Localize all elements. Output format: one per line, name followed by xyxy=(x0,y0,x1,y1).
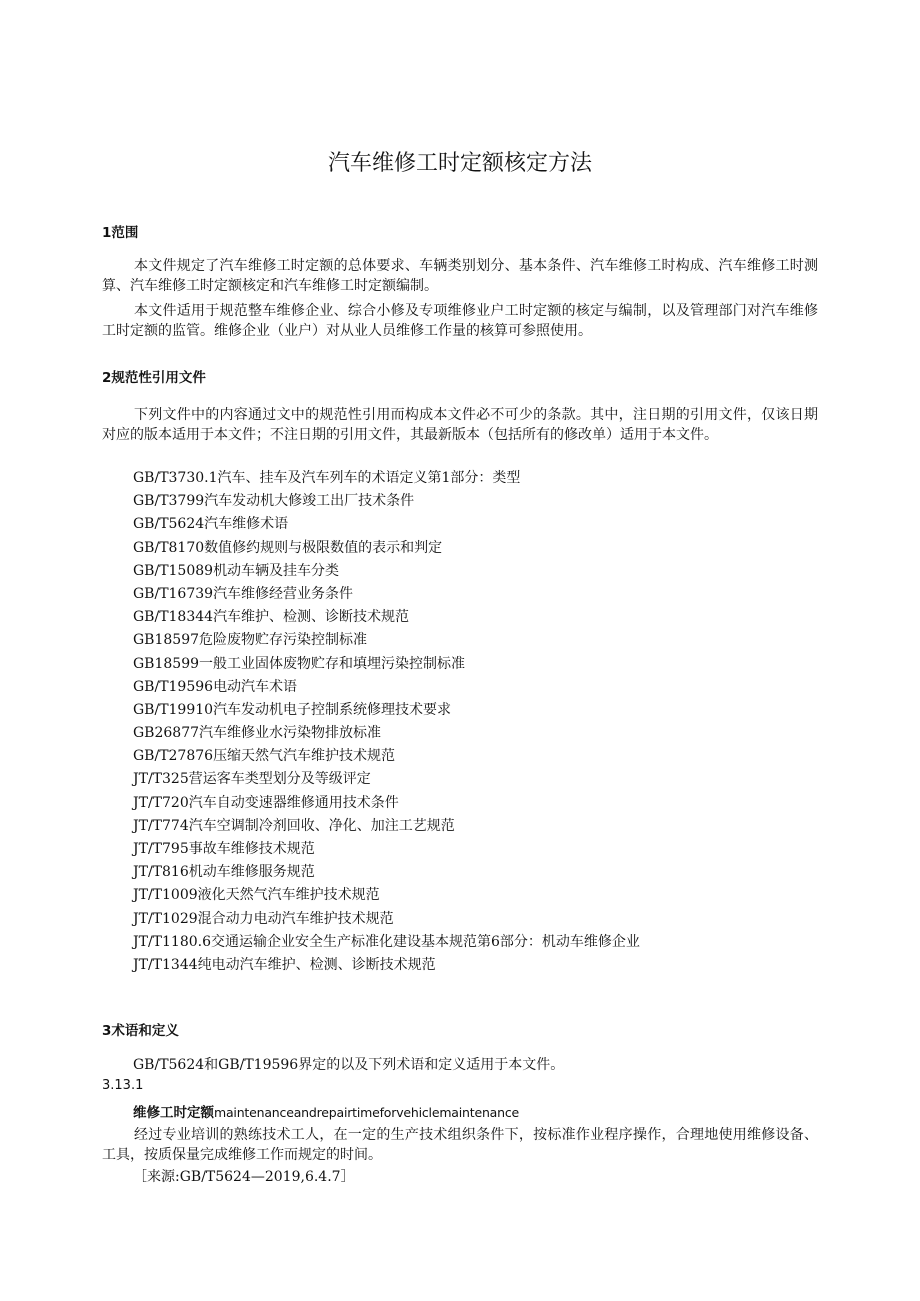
reference-item: GB/T3730.1汽车、挂车及汽车列车的术语定义第1部分：类型 xyxy=(133,470,521,486)
reference-item: GB/T18344汽车维护、检测、诊断技术规范 xyxy=(133,609,410,626)
reference-item: JT/T1029混合动力电动汽车维护技术规范 xyxy=(133,910,394,927)
reference-item: GB/T19910汽车发动机电子控制系统修理技术要求 xyxy=(133,701,452,718)
reference-item: GB/T5624汽车维修术语 xyxy=(133,516,289,533)
term-entry xyxy=(133,1101,519,1121)
reference-item: GB18597危险废物贮存污染控制标准 xyxy=(133,632,368,649)
reference-item: GB/T27876压缩天然气汽车维护技术规范 xyxy=(133,748,396,765)
section-3-intro: GB/T5624和GB/T19596界定的以及下列术语和定义适用于本文件。 xyxy=(133,1057,565,1073)
reference-item: JT/T1180.6交通运输企业安全生产标准化建设基本规范第6部分：机动车维修企业 xyxy=(133,933,640,950)
reference-item: JT/T1344纯电动汽车维护、检测、诊断技术规范 xyxy=(133,956,436,973)
reference-item: JT/T325营运客车类型划分及等级评定 xyxy=(133,771,371,788)
reference-item: GB/T19596电动汽车术语 xyxy=(133,678,298,695)
clause-number: 3.13.1 xyxy=(102,1078,144,1093)
reference-item: JT/T720汽车自动变速器维修通用技术条件 xyxy=(133,794,399,811)
normative-reference-list xyxy=(133,468,640,978)
reference-item: JT/T816机动车维修服务规范 xyxy=(133,864,315,881)
section-2-heading: 2规范性引用文件 xyxy=(102,370,206,386)
reference-item: GB/T15089机动车辆及挂车分类 xyxy=(133,562,340,579)
reference-item: JT/T795事故车维修技术规范 xyxy=(133,841,315,857)
reference-item: GB/T3799汽车发动机大修竣工出厂技术条件 xyxy=(133,493,415,510)
section-1-paragraph-2: 本文件适用于规范整车维修企业、综合小修及专项维修业户工时定额的核定与编制，以及管理部门对汽车维修工时定额的监管。维修企业（业户）对从业人员维修工作量的核算可参照使用。 xyxy=(102,303,818,339)
section-3-heading: 3术语和定义 xyxy=(102,1023,179,1039)
term-english: maintenanceandrepairtimeforvehiclemaintenance xyxy=(214,1105,520,1120)
term-definition: 经过专业培训的熟练技术工人，在一定的生产技术组织条件下，按标准作业程序操作，合理地使用维修设备、工具，按质保量完成维修工作而规定的时间。 xyxy=(102,1127,818,1163)
reference-item: GB26877汽车维修业水污染物排放标准 xyxy=(133,725,382,742)
reference-item: JT/T774汽车空调制冷剂回收、净化、加注工艺规范 xyxy=(133,817,455,834)
term-chinese: 维修工时定额 xyxy=(133,1105,214,1121)
reference-item: GB18599一般工业固体废物贮存和填埋污染控制标准 xyxy=(133,655,466,672)
section-2-intro: 下列文件中的内容通过文中的规范性引用而构成本文件必不可少的条款。其中，注日期的引用文件，仅该日期对应的版本适用于本文件；不注日期的引用文件，其最新版本（包括所有的修改单）适用于本文件。 xyxy=(102,407,818,443)
section-1-heading: 1范围 xyxy=(102,225,139,241)
reference-item: GB/T16739汽车维修经营业务条件 xyxy=(133,585,354,602)
section-1-paragraph-1: 本文件规定了汽车维修工时定额的总体要求、车辆类别划分、基本条件、汽车维修工时构成、汽车维修工时测算、汽车维修工时定额核定和汽车维修工时定额编制。 xyxy=(102,258,818,294)
reference-item: GB/T8170数值修约规则与极限数值的表示和判定 xyxy=(133,539,443,556)
reference-item: JT/T1009液化天然气汽车维护技术规范 xyxy=(133,887,380,904)
term-source: ［来源:GB/T5624—2019,6.4.7］ xyxy=(133,1169,355,1185)
document-title: 汽车维修工时定额核定方法 xyxy=(327,151,592,176)
